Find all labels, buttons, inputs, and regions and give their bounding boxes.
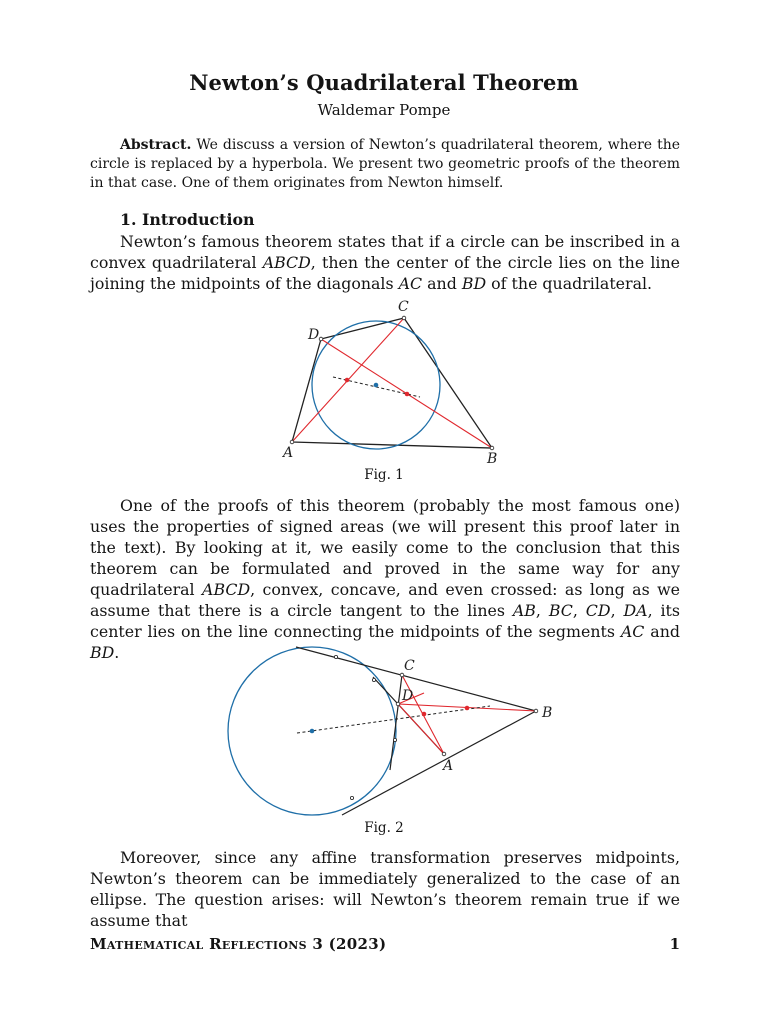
- intro-paragraph-1: Newton’s famous theorem states that if a circle can be inscribed in a convex quadrilateral ABCD, then the center of the circle lies on the line joining the midpoints of the diagonals AC and BD of the quadrilateral.: [90, 232, 680, 293]
- fig2-side-line-2: [390, 675, 402, 770]
- fig1-caption: Fig. 1: [364, 467, 404, 483]
- fig2-label-a: A: [443, 758, 454, 774]
- fig2-label-b: B: [542, 705, 553, 721]
- abstract-label: Abstract.: [120, 137, 192, 153]
- fig1-label-d: D: [308, 327, 320, 343]
- paper-title: Newton’s Quadrilateral Theorem: [189, 70, 579, 95]
- abstract: [90, 136, 680, 193]
- fig2-caption: Fig. 2: [364, 820, 404, 836]
- fig2-label-c: C: [404, 658, 415, 674]
- figure-1: [0, 295, 768, 495]
- fig1-label-b: B: [487, 451, 498, 467]
- fig1-center: [374, 383, 379, 388]
- intro-paragraph-2: One of the proofs of this theorem (probably the most famous one) uses the properties of signed areas (we will present this proof later in the text). By looking at it, we easily come to the conclusion that this theorem can be formulated and proved in the same way for any quadrilateral ABCD, convex, concave, and even crossed: as long as we assume that there is a circle tangent to the lines AB, BC, CD, DA, its center lies on the line connecting the midpoints of the segments AC and BD.: [90, 496, 681, 662]
- fig1-midpoint-ac: [345, 378, 350, 383]
- fig2-center: [310, 729, 315, 734]
- paper-author: Waldemar Pompe: [317, 101, 451, 119]
- fig2-label-d: D: [402, 688, 414, 704]
- abstract-text: We discuss a version of Newton’s quadrilateral theorem, where the circle is replaced by a hyperbola. We present two geometric proofs of the theorem in that case. One of them originates from Newton himself.: [90, 137, 681, 191]
- fig2-tangent-line-lower: [342, 711, 536, 815]
- fig1-label-c: C: [398, 299, 409, 315]
- fig1-midpoint-bd: [405, 392, 410, 397]
- section-heading: 1. Introduction: [120, 210, 255, 229]
- fig2-diagonals: [398, 675, 536, 754]
- intro-paragraph-3: Moreover, since any affine transformation preserves midpoints, Newton’s theorem can be immediately generalized to the case of an ellipse. The question arises: will Newton’s theorem remain true if we assume that: [90, 848, 680, 930]
- figure-2: [0, 640, 768, 840]
- fig1-label-a: A: [283, 445, 294, 461]
- footer-page-number: 1: [669, 935, 680, 953]
- fig2-midpoint-ac: [422, 712, 427, 717]
- footer-journal: Mathematical Reflections 3 (2023): [90, 935, 387, 953]
- fig2-midpoint-bd: [465, 706, 470, 711]
